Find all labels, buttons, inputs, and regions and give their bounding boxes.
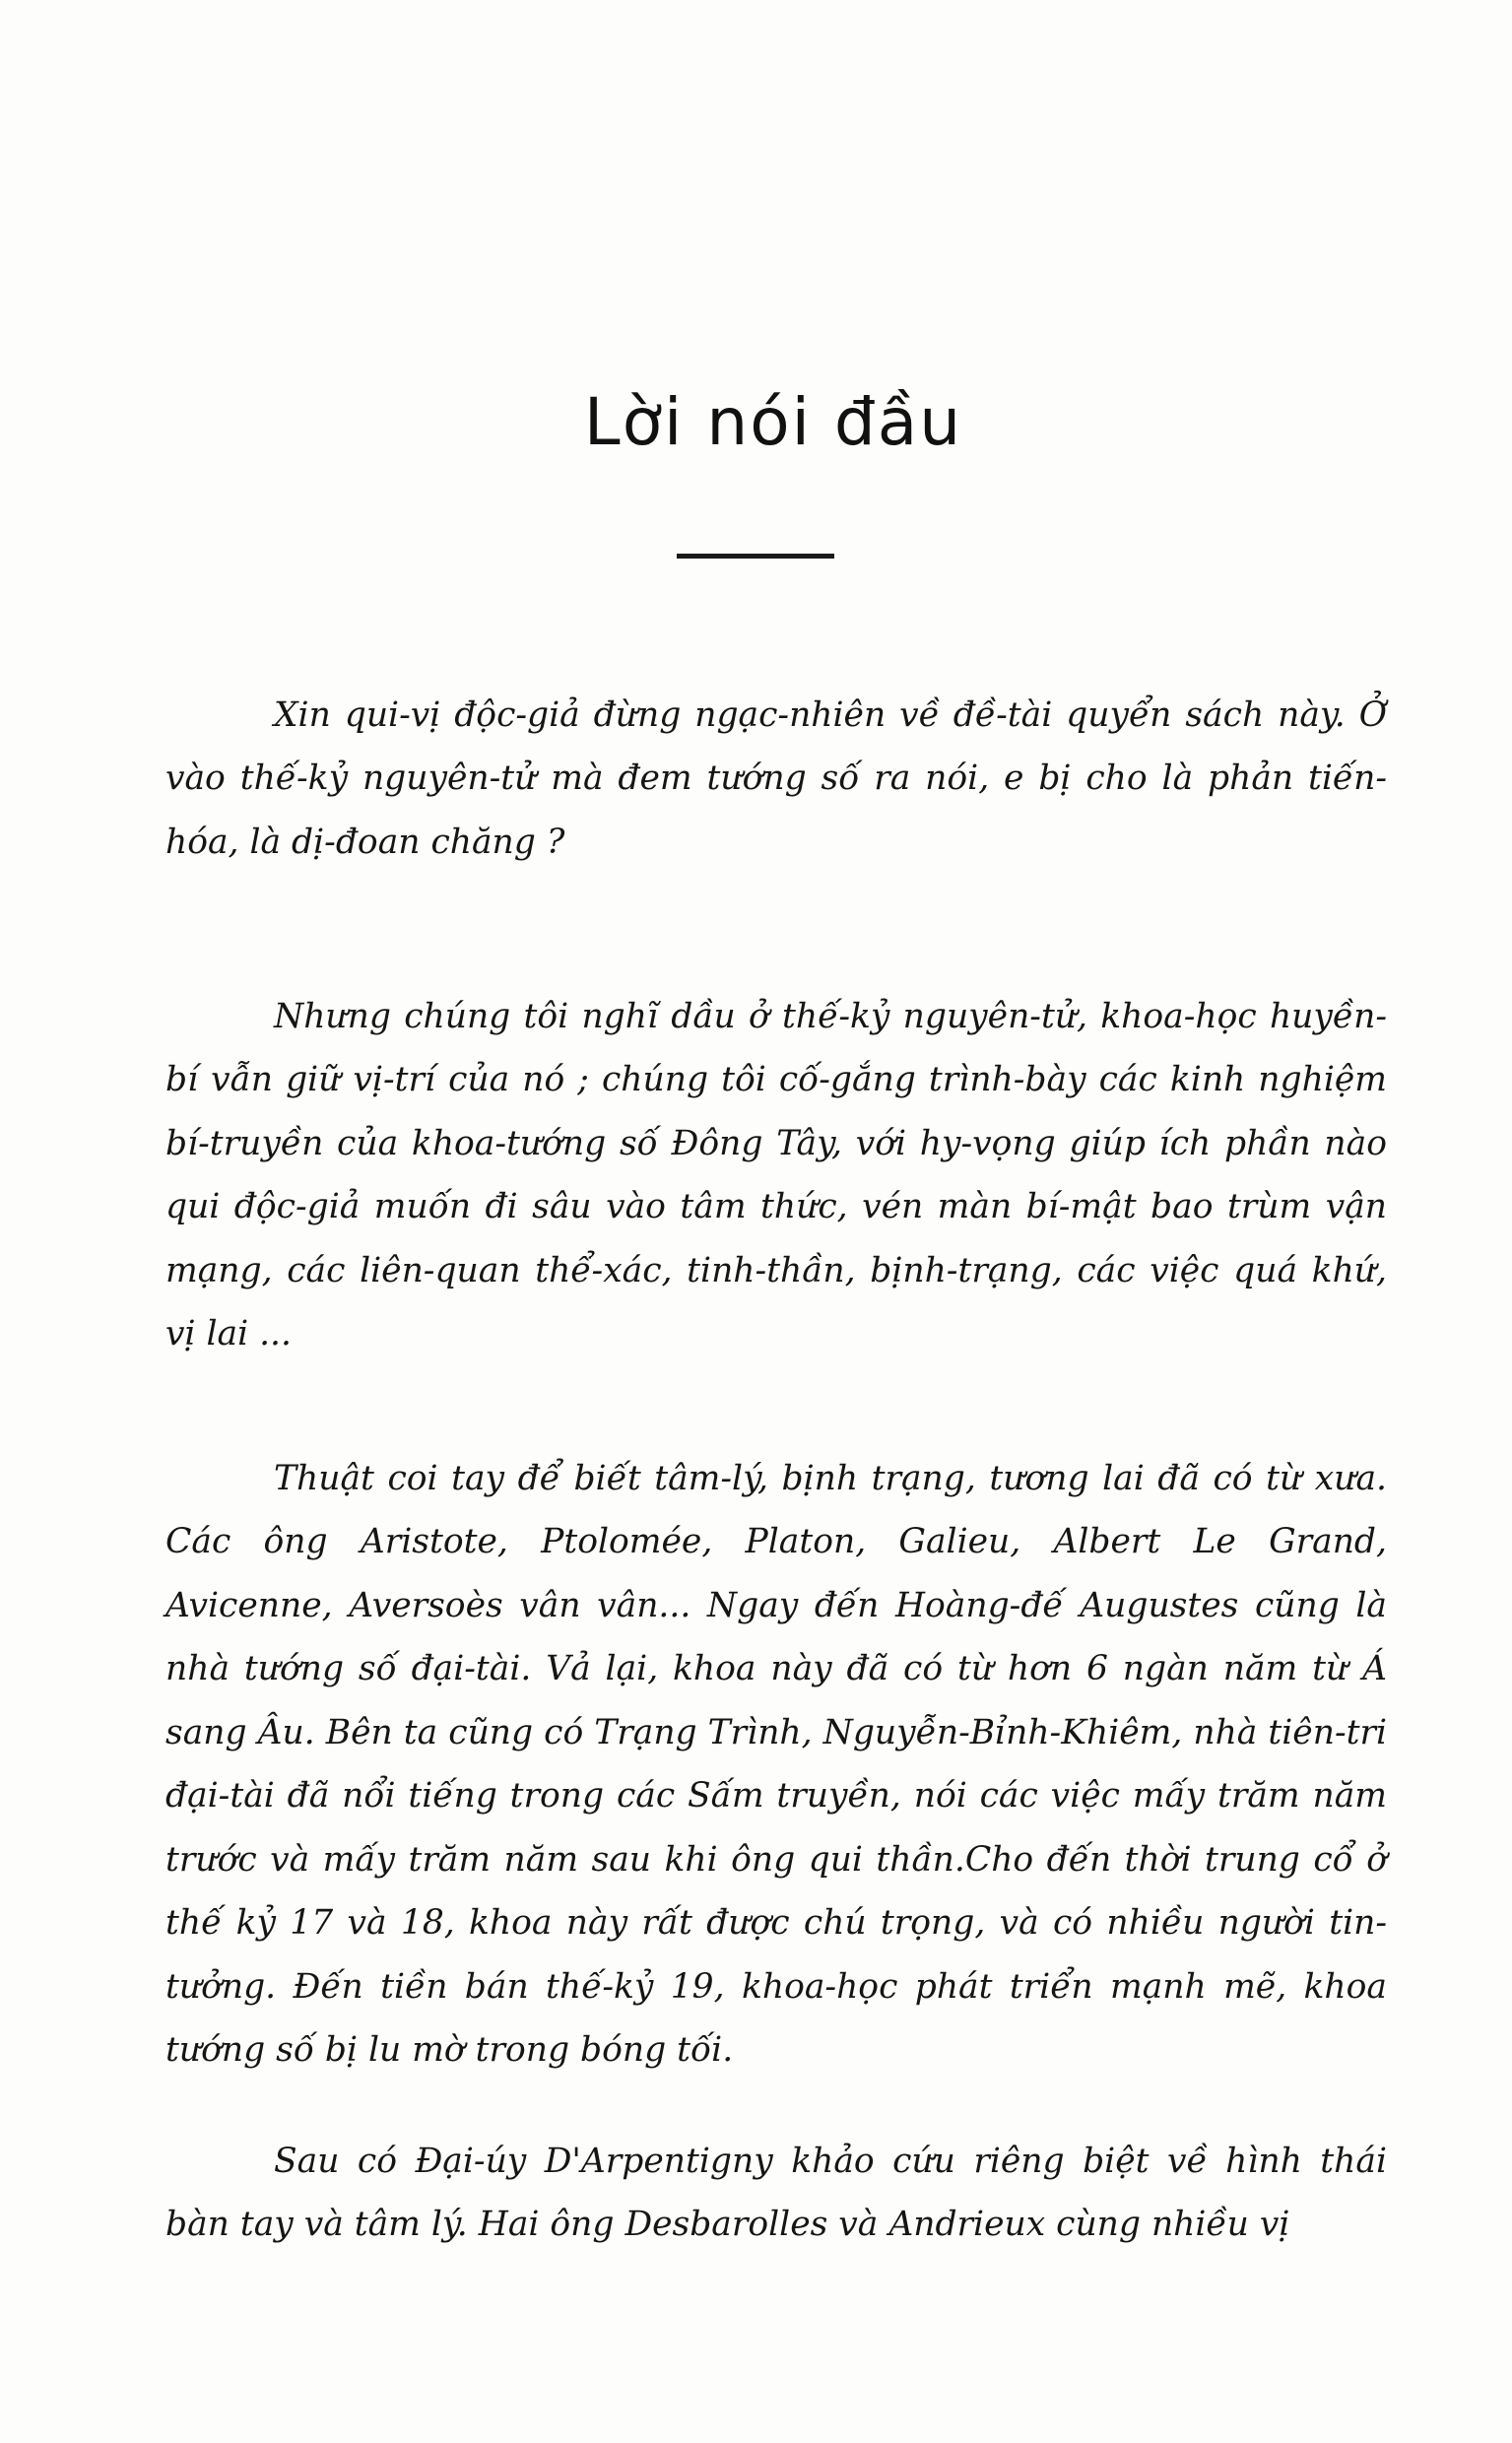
paragraph-2: Nhưng chúng tôi nghĩ dầu ở thế-kỷ nguyên-tử, khoa-học huyền-bí vẫn giữ vị-trí của nó ; chúng tôi cố-gắng trình-bày các kinh nghiệm bí-truyền của khoa-tướng số Đông Tây, với hy-vọng giúp ích phần nào qui độc-giả muốn đi sâu vào tâm thức, vén màn bí-mật bao trùm vận mạng, các liên-quan thể-xác, tinh-thần, bịnh-trạng, các việc quá khứ, vị lai ... bbox=[165, 996, 1387, 1354]
paragraph-4: Sau có Đại-úy D'Arpentigny khảo cứu riêng biệt về hình thái bàn tay và tâm lý. Hai ông Desbarolles và Andrieux cùng nhiều vị bbox=[165, 2141, 1387, 2244]
page-title: Lời nói đầu bbox=[583, 384, 963, 460]
title-underline-rule bbox=[677, 554, 834, 559]
paragraph-3: Thuật coi tay để biết tâm-lý, bịnh trạng, tương lai đã có từ xưa. Các ông Aristote, Ptolomée, Platon, Galieu, Albert Le Grand, Avicenne, Aversoès vân vân... Ngay đến Hoàng-đế Augustes cũng là nhà tướng số đại-tài. Vả lại, khoa này đã có từ hơn 6 ngàn năm từ Á sang Âu. Bên ta cũng có Trạng Trình, Nguyễn-Bỉnh-Khiêm, nhà tiên-tri đại-tài đã nổi tiếng trong các Sấm truyền, nói các việc mấy trăm năm trước và mấy trăm năm sau khi ông qui thần.Cho đến thời trung cổ ở thế kỷ 17 và 18, khoa này rất được chú trọng, và có nhiều người tin-tưởng. Đến tiền bán thế-kỷ 19, khoa-học phát triển mạnh mẽ, khoa tướng số bị lu mờ trong bóng tối. bbox=[165, 1458, 1387, 2070]
paragraph-1: Xin qui-vị độc-giả đừng ngạc-nhiên về đề-tài quyển sách này. Ở vào thế-kỷ nguyên-tử mà đem tướng số ra nói, e bị cho là phản tiến-hóa, là dị-đoan chăng ? bbox=[165, 694, 1387, 862]
